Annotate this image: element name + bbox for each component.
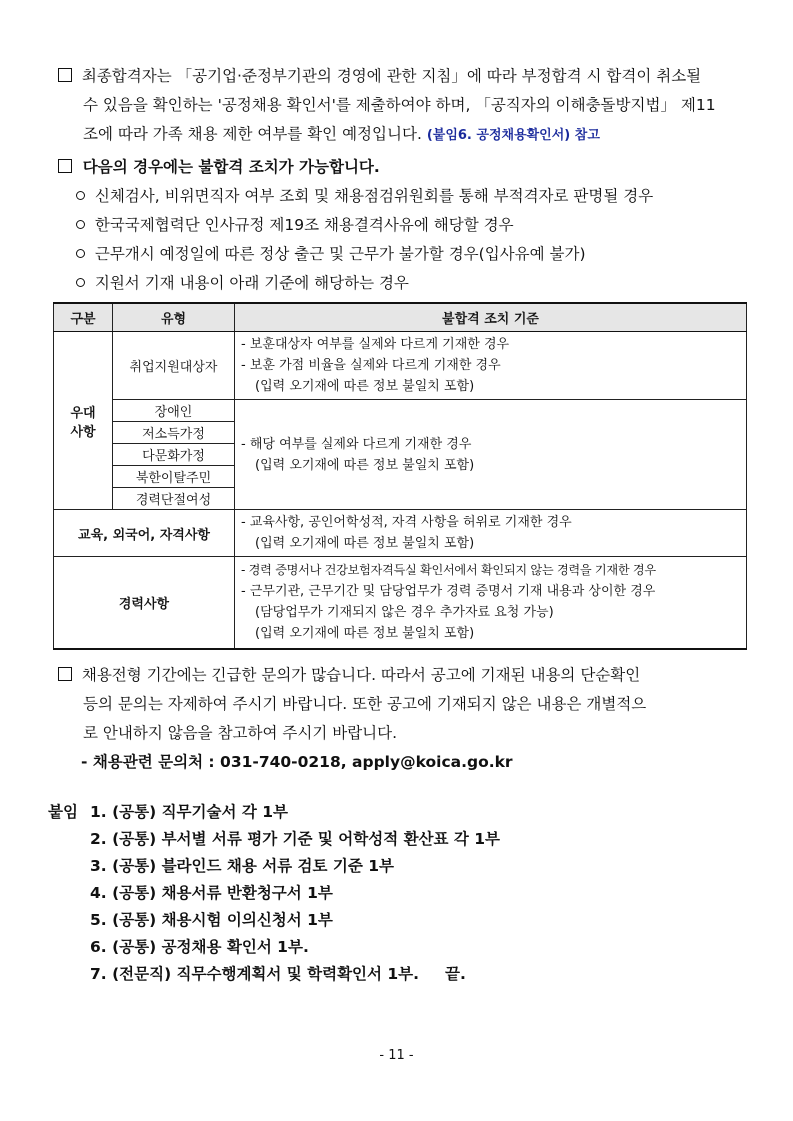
criteria-line: (담당업무가 기재되지 않은 경우 추가자료 요청 가능) <box>255 605 554 621</box>
list-item: 1. (공통) 직무기술서 각 1부 <box>90 803 288 821</box>
list-item: 4. (공통) 채용서류 반환청구서 1부 <box>90 884 333 902</box>
criteria-line: - 경력 증명서나 건강보험자격득실 확인서에서 확인되지 않는 경력을 기재한 경우 <box>241 563 656 578</box>
column-header-type: 유형 <box>113 303 235 332</box>
criteria-cell <box>235 332 747 400</box>
criteria-line: - 보훈대상자 여부를 실제와 다르게 기재한 경우 <box>241 337 510 352</box>
end-mark: 끝. <box>445 965 466 983</box>
criteria-line: - 근무기관, 근무기간 및 담당업무가 경력 증명서 기재 내용과 상이한 경우 <box>241 584 656 600</box>
criteria-cell <box>235 400 747 510</box>
contact-info: - 채용관련 문의처 : 031-740-0218, apply@koica.go.kr <box>81 753 513 771</box>
category-career: 경력사항 <box>54 557 235 649</box>
page-number: - 11 - <box>379 1048 414 1063</box>
criteria-line: (입력 오기재에 따른 정보 불일치 포함) <box>255 626 475 642</box>
circle-bullet-icon <box>76 191 85 200</box>
notice-2-line-3: 로 안내하지 않음을 참고하여 주시기 바랍니다. <box>83 724 398 742</box>
list-item-text: 신체검사, 비위면직자 여부 조회 및 채용점검위원회를 통해 부적격자로 판명될 경우 <box>94 187 654 205</box>
list-item-text: 지원서 기재 내용이 아래 기준에 해당하는 경우 <box>94 274 409 292</box>
type-career-break-women: 경력단절여성 <box>113 488 235 510</box>
circle-bullet-icon <box>76 278 85 287</box>
list-item <box>76 269 653 298</box>
list-item <box>76 211 653 240</box>
attachments-list <box>90 799 500 988</box>
list-item <box>76 240 653 269</box>
list-item-text: 7. (전문직) 직무수행계획서 및 학력확인서 1부. <box>90 965 420 983</box>
list-item: 2. (공통) 부서별 서류 평가 기준 및 어학성적 환산표 각 1부 <box>90 830 501 848</box>
checkbox-square-icon <box>58 68 72 82</box>
list-item <box>76 182 653 211</box>
criteria-line: (입력 오기재에 따른 정보 불일치 포함) <box>255 379 475 394</box>
criteria-line: - 해당 여부를 실제와 다르게 기재한 경우 <box>241 436 472 452</box>
type-disabled: 장애인 <box>113 400 235 422</box>
notice-1-line-3: 조에 따라 가족 채용 제한 여부를 확인 예정입니다. <box>83 125 422 143</box>
category-line: 우대 <box>70 405 96 421</box>
column-header-category: 구분 <box>54 303 113 332</box>
disqualification-heading <box>58 153 380 182</box>
type-north-korean-defector: 북한이탈주민 <box>113 466 235 488</box>
notice-2-line-2: 등의 문의는 자제하여 주시기 바랍니다. 또한 공고에 기재되지 않은 내용은 개별적으 <box>83 695 647 713</box>
type-multicultural: 다문화가정 <box>113 444 235 466</box>
table-row <box>54 510 747 557</box>
table-row <box>54 557 747 649</box>
criteria-cell <box>235 510 747 557</box>
checkbox-square-icon <box>58 159 72 173</box>
disqualification-criteria-table <box>53 302 747 650</box>
notice-1-line-1: 최종합격자는 「공기업·준정부기관의 경영에 관한 지침」에 따라 부정합격 시 합격이 취소될 <box>81 67 702 85</box>
heading-text: 다음의 경우에는 불합격 조치가 가능합니다. <box>82 158 380 176</box>
criteria-cell <box>235 557 747 649</box>
checkbox-square-icon <box>58 667 72 681</box>
notice-1 <box>58 62 716 150</box>
disqualification-list <box>76 182 653 298</box>
list-item <box>90 961 500 988</box>
list-item-text: 근무개시 예정일에 따른 정상 출근 및 근무가 불가할 경우(입사유예 불가) <box>94 245 586 263</box>
criteria-line: (입력 오기재에 따른 정보 불일치 포함) <box>255 536 475 551</box>
table-header-row <box>54 303 747 332</box>
list-item: 6. (공통) 공정채용 확인서 1부. <box>90 938 309 956</box>
category-line: 사항 <box>70 424 96 440</box>
list-item: 3. (공통) 블라인드 채용 서류 검토 기준 1부 <box>90 857 394 875</box>
table-row <box>54 400 747 422</box>
criteria-line: (입력 오기재에 따른 정보 불일치 포함) <box>255 457 475 473</box>
list-item: 5. (공통) 채용시험 이의신청서 1부 <box>90 911 333 929</box>
category-education: 교육, 외국어, 자격사항 <box>54 510 235 557</box>
notice-2 <box>58 661 646 777</box>
column-header-criteria: 불합격 조치 기준 <box>235 303 747 332</box>
notice-2-line-1: 채용전형 기간에는 긴급한 문의가 많습니다. 따라서 공고에 기재된 내용의 단순확인 <box>81 666 641 684</box>
attachments-label: 붙임 <box>48 803 78 821</box>
circle-bullet-icon <box>76 249 85 258</box>
attachment-reference: (붙임6. 공정채용확인서) 참고 <box>426 128 600 143</box>
notice-1-line-2: 수 있음을 확인하는 '공정채용 확인서'를 제출하여야 하며, 「공직자의 이해충돌방지법」 제11 <box>83 96 716 114</box>
circle-bullet-icon <box>76 220 85 229</box>
criteria-line: - 교육사항, 공인어학성적, 자격 사항을 허위로 기재한 경우 <box>241 515 572 530</box>
criteria-line: - 보훈 가점 비율을 실제와 다르게 기재한 경우 <box>241 358 501 373</box>
list-item-text: 한국국제협력단 인사규정 제19조 채용결격사유에 해당할 경우 <box>94 216 514 234</box>
type-low-income: 저소득가정 <box>113 422 235 444</box>
table-row <box>54 332 747 400</box>
type-employment-support: 취업지원대상자 <box>113 332 235 400</box>
category-preferential <box>54 332 113 510</box>
